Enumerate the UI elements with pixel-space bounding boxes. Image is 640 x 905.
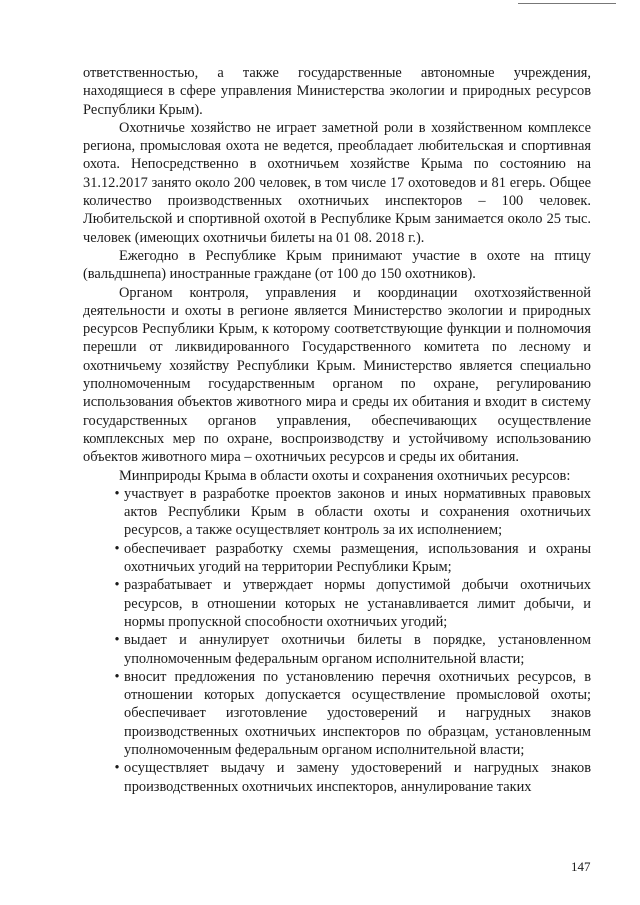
bullet-icon: • [114,760,120,777]
bullet-icon: • [114,632,120,649]
bullet-icon: • [114,540,120,557]
list-item [83,631,591,668]
page-number: 147 [571,859,591,874]
list-item [83,485,591,540]
header-rule [518,3,616,4]
functions-list [83,485,591,796]
list-item [83,759,591,796]
bullet-icon: • [114,668,120,685]
list-item-text: осуществляет выдачу и замену удостоверений и нагрудных знаков производственных охотничьих инспекторов, аннулирование таких [124,760,591,795]
list-item [83,540,591,577]
bullet-icon: • [114,577,120,594]
paragraph-continuation: ответственностью, а также государственные автономные учреждения, находящиеся в сфере управления Министерства экологии и природных ресурсов Республики Крым). [83,65,591,118]
page-body [83,64,591,796]
list-item-text: обеспечивает разработку схемы размещения, использования и охраны охотничьих угодий на территории Республики Крым; [124,540,591,576]
paragraph-ministry-role: Органом контроля, управления и координации охотхозяйственной деятельности и охоты в регионе является Министерство экологии и природных ресурсов Республики Крым, к которому соответствующие функции и полномочия перешли от ликвидированного Государственного комитета по лесному и охотничьему хозяйству Республики Крым. Министерство является специально уполномоченным государственным органом по охране, регулированию использования объектов животного мира и среды их обитания и входит в систему государственных органов управления, обеспечивающих осуществление комплексных мер по охране, воспроизводству и устойчивому использованию объектов животного мира – охотничьих ресурсов и среды их обитания. [83,284,591,466]
list-item [83,668,591,759]
list-item [83,576,591,631]
paragraph-foreign-hunters: Ежегодно в Республике Крым принимают участие в охоте на птицу (вальдшнепа) иностранные граждане (от 100 до 150 охотников). [83,247,591,283]
list-item-text: участвует в разработке проектов законов и иных нормативных правовых актов Республики Крым в области охоты и сохранения охотничьих ресурсов, а также осуществляет контроль за их исполнением; [124,485,591,539]
list-item-text: разрабатывает и утверждает нормы допустимой добычи охотничьих ресурсов, в отношении которых не устанавливается лимит добычи, и нормы пропускной способности охотничьих угодий; [124,577,591,630]
paragraph-hunting-economy: Охотничье хозяйство не играет заметной роли в хозяйственном комплексе региона, промысловая охота не ведется, преобладает любительская и спортивная охота. Непосредственно в охотничьем хозяйстве Крыма по состоянию на 31.12.2017 занято около 200 человек, в том числе 17 охотоведов и 81 егерь. Общее количество производственных охотничьих инспекторов – 100 человек. Любительской и спортивной охотой в Республике Крым занимается около 25 тыс. человек (имеющих охотничьи билеты на 01 08. 2018 г.). [83,119,591,246]
bullet-icon: • [114,485,120,502]
list-item-text: выдает и аннулирует охотничьи билеты в порядке, установленном уполномоченным федеральным органом исполнительной власти; [124,632,591,667]
list-item-text: вносит предложения по установлению перечня охотничьих ресурсов, в отношении которых допускается осуществление промысловой охоты; обеспечивает изготовление удостоверений и нагрудных знаков производственных охотничьих инспекторов по образцам, установленным уполномоченным федеральным органом исполнительной власти; [124,668,591,758]
paragraph-ministry-functions-intro: Минприроды Крыма в области охоты и сохранения охотничьих ресурсов: [119,467,571,484]
